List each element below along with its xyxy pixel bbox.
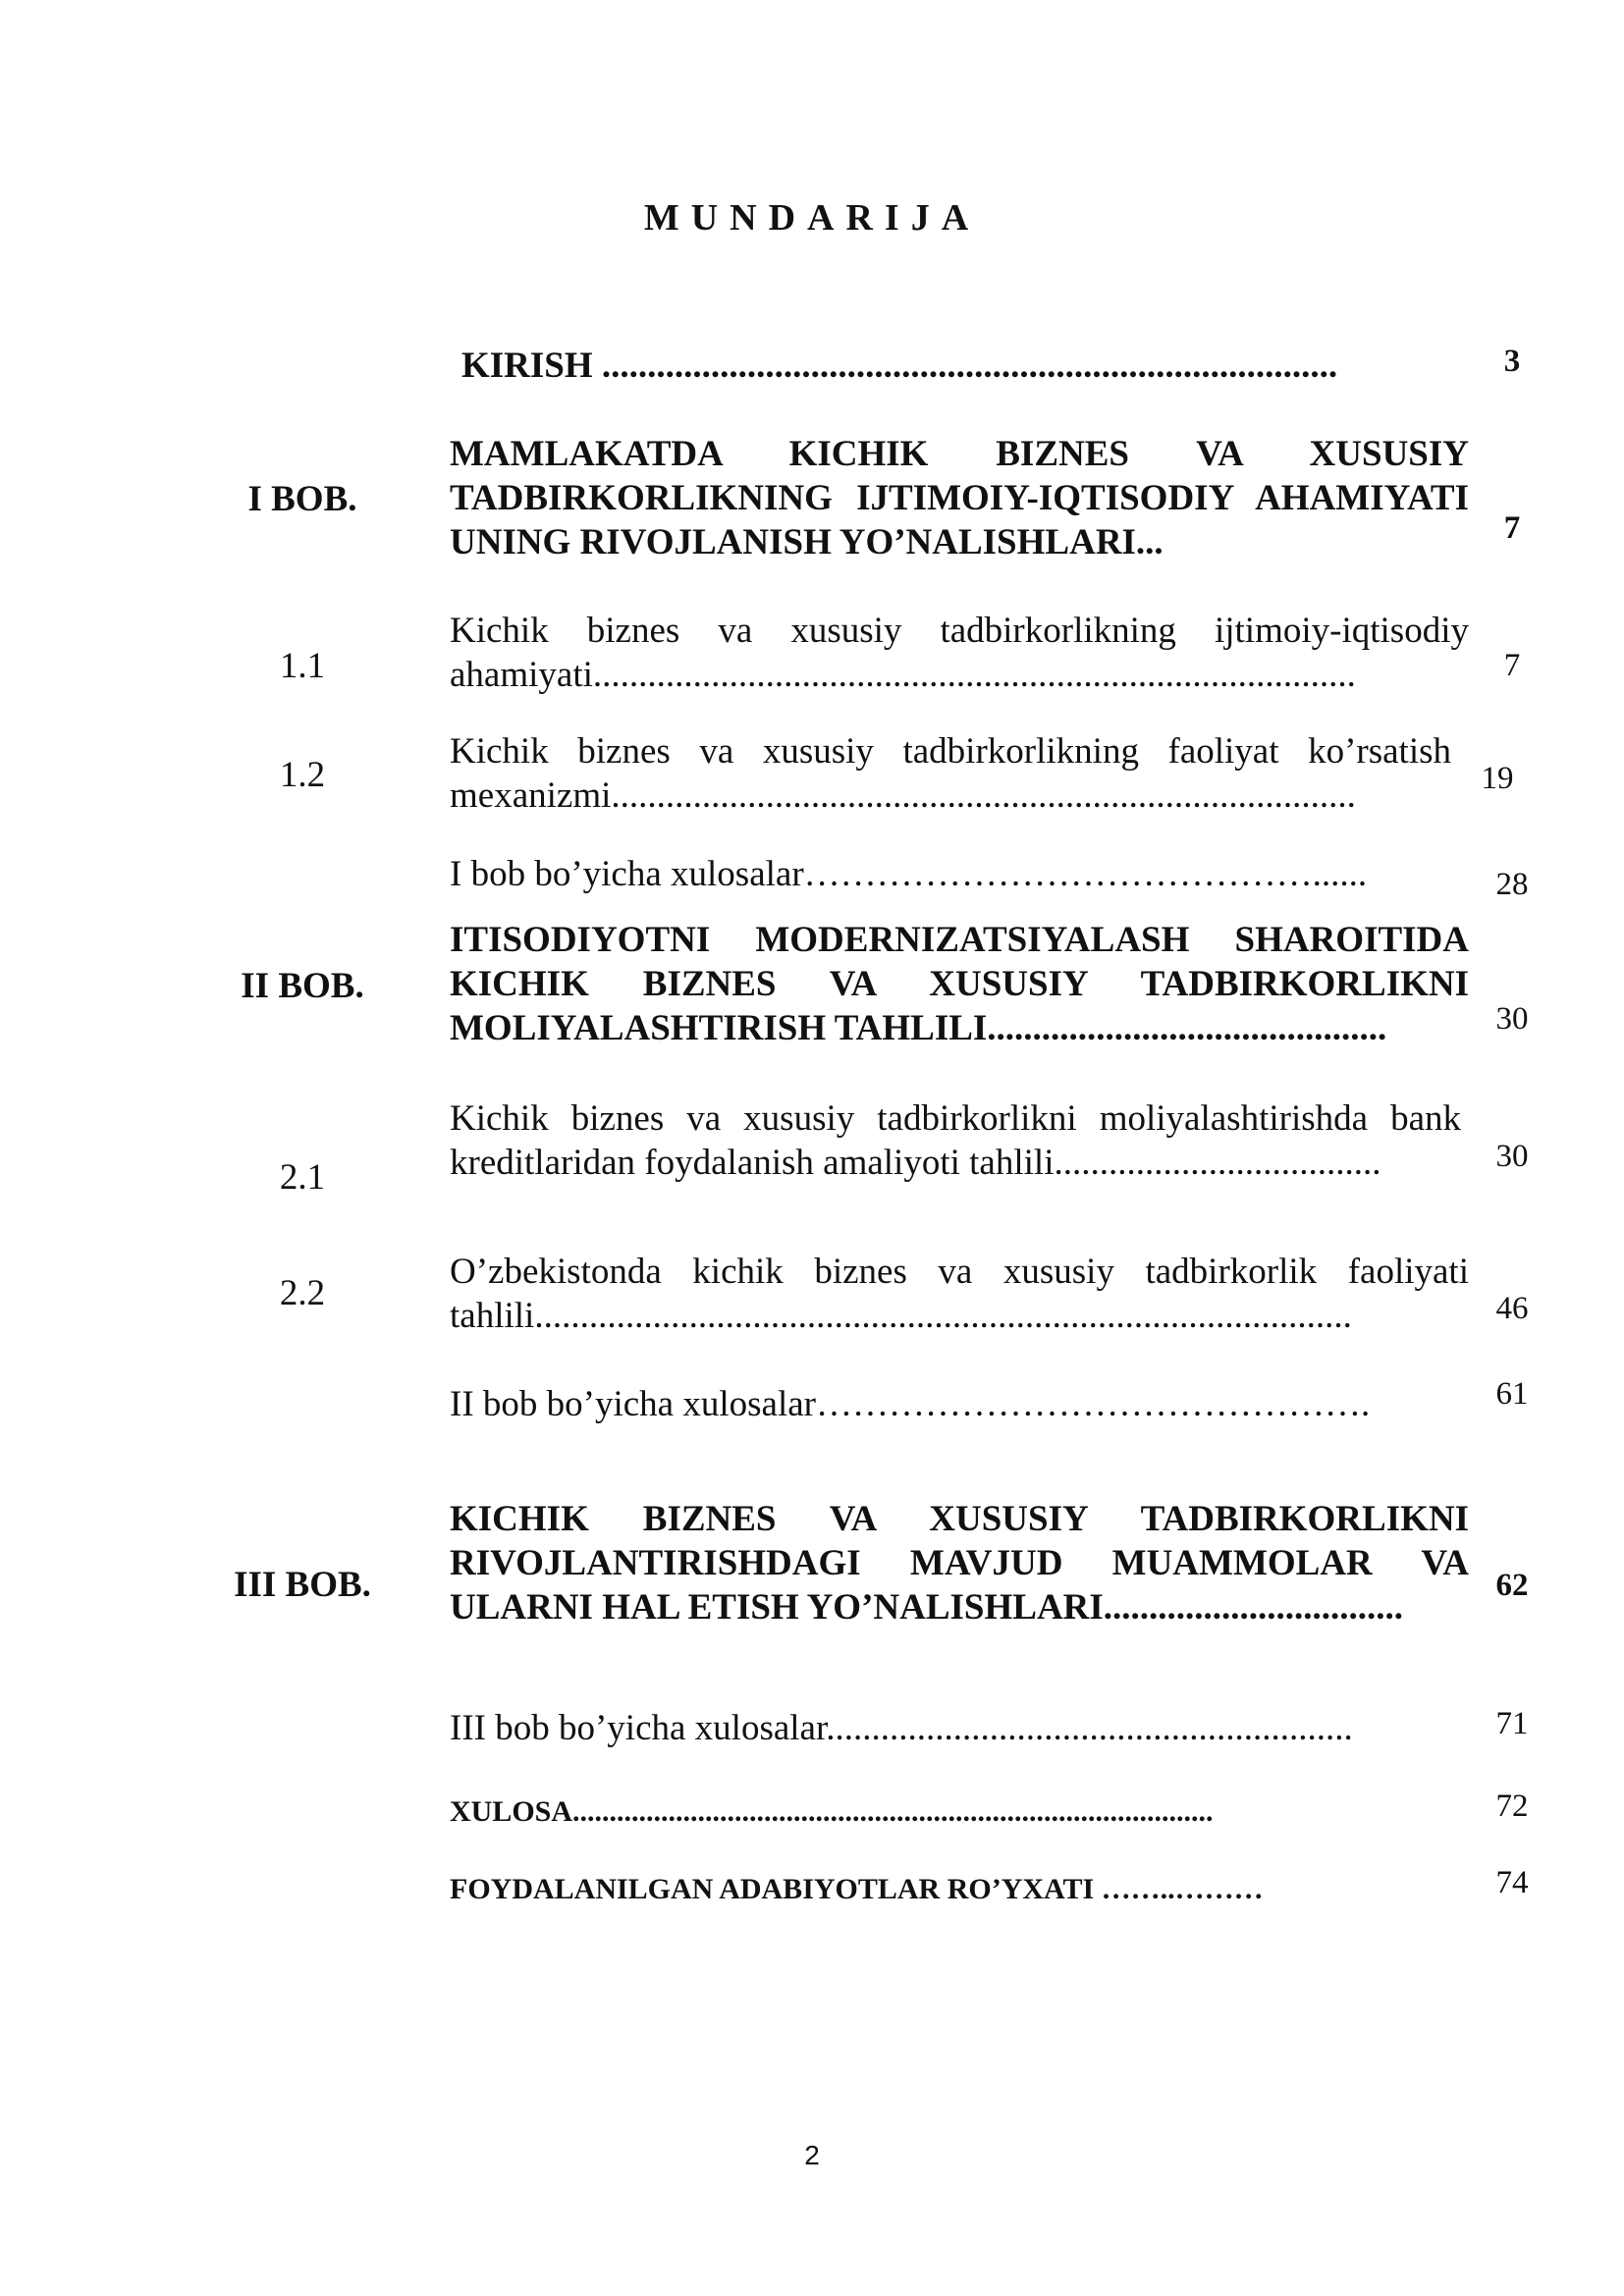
toc-entry-page-chapter-1-conclusions: 28 xyxy=(1495,867,1529,902)
toc-entry-text-chapter-3: KICHIK BIZNES VA XUSUSIY TADBIRKORLIKNI RIVOJLANTIRISHDAGI MAVJUD MUAMMOLAR VA ULARNI HAL ETISH YO’NALISHLARI................................. xyxy=(450,1499,1469,1628)
toc-entry-text-conclusion: XULOSA....................................................................................... xyxy=(450,1795,1214,1828)
toc-entry-text-chapter-1-conclusions: I bob bo’yicha xulosalar……………………………………...... xyxy=(450,854,1368,894)
toc-entry-label-1-1: 1.1 xyxy=(279,646,326,686)
toc-entry-text-2-2: O’zbekistonda kichik biznes va xususiy tadbirkorlik faoliyati tahlili.......................................................................................... xyxy=(450,1252,1469,1336)
page-number: 2 xyxy=(804,2140,820,2170)
toc-entry-text-kirish: KIRISH ................................................................................. xyxy=(461,346,1338,386)
toc-entry-page-kirish: 3 xyxy=(1503,344,1521,379)
toc-entry-text-1-1: Kichik biznes va xususiy tadbirkorlikning ijtimoiy-iqtisodiy ahamiyati.................................................................................... xyxy=(450,611,1469,695)
toc-entry-page-chapter-3: 62 xyxy=(1495,1568,1529,1603)
toc-entry-page-references: 74 xyxy=(1495,1865,1529,1900)
toc-entry-text-references: FOYDALANILGAN ADABIYOTLAR RO’YXATI ……..……… xyxy=(450,1873,1264,1905)
toc-entry-page-chapter-3-conclusions: 71 xyxy=(1495,1706,1529,1741)
toc-entry-label-2-1: 2.1 xyxy=(279,1157,326,1198)
toc-entry-label-chapter-2: II BOB. xyxy=(241,966,364,1006)
toc-entry-page-chapter-1: 7 xyxy=(1503,510,1521,546)
toc-entry-page-1-2: 19 xyxy=(1481,761,1514,796)
toc-entry-label-2-2: 2.2 xyxy=(279,1273,326,1313)
toc-entry-text-1-2: Kichik biznes va xususiy tadbirkorlikning faoliyat ko’rsatish mexanizmi.................................................................................. xyxy=(450,731,1451,816)
toc-entry-label-1-2: 1.2 xyxy=(279,755,326,795)
toc-entry-page-2-2: 46 xyxy=(1495,1291,1529,1326)
toc-entry-page-conclusion: 72 xyxy=(1495,1789,1529,1824)
toc-entry-text-chapter-2: ITISODIYOTNI MODERNIZATSIYALASH SHAROITIDA KICHIK BIZNES VA XUSUSIY TADBIRKORLIKNI MOLIYALASHTIRISH TAHLILI............................................ xyxy=(450,920,1469,1048)
toc-entry-text-chapter-1: MAMLAKATDA KICHIK BIZNES VA XUSUSIY TADBIRKORLIKNING IJTIMOIY-IQTISODIY AHAMIYATI UNING RIVOJLANISH YO’NALISHLARI... xyxy=(450,434,1469,562)
contents-title: MUNDARIJA xyxy=(643,197,981,239)
toc-entry-label-chapter-1: I BOB. xyxy=(247,479,357,519)
toc-entry-label-chapter-3: III BOB. xyxy=(234,1565,371,1605)
toc-entry-text-chapter-2-conclusions: II bob bo’yicha xulosalar………………………………………. xyxy=(450,1384,1371,1424)
toc-entry-page-chapter-2: 30 xyxy=(1495,1001,1529,1037)
toc-entry-text-2-1: Kichik biznes va xususiy tadbirkorlikni moliyalashtirishda bank kreditlaridan foydalanish amaliyoti tahlili.................................... xyxy=(450,1098,1461,1183)
toc-entry-page-2-1: 30 xyxy=(1495,1139,1529,1174)
toc-entry-page-1-1: 7 xyxy=(1503,648,1521,683)
toc-entry-page-chapter-2-conclusions: 61 xyxy=(1495,1376,1529,1412)
toc-entry-text-chapter-3-conclusions: III bob bo’yicha xulosalar.......................................................... xyxy=(450,1708,1353,1748)
